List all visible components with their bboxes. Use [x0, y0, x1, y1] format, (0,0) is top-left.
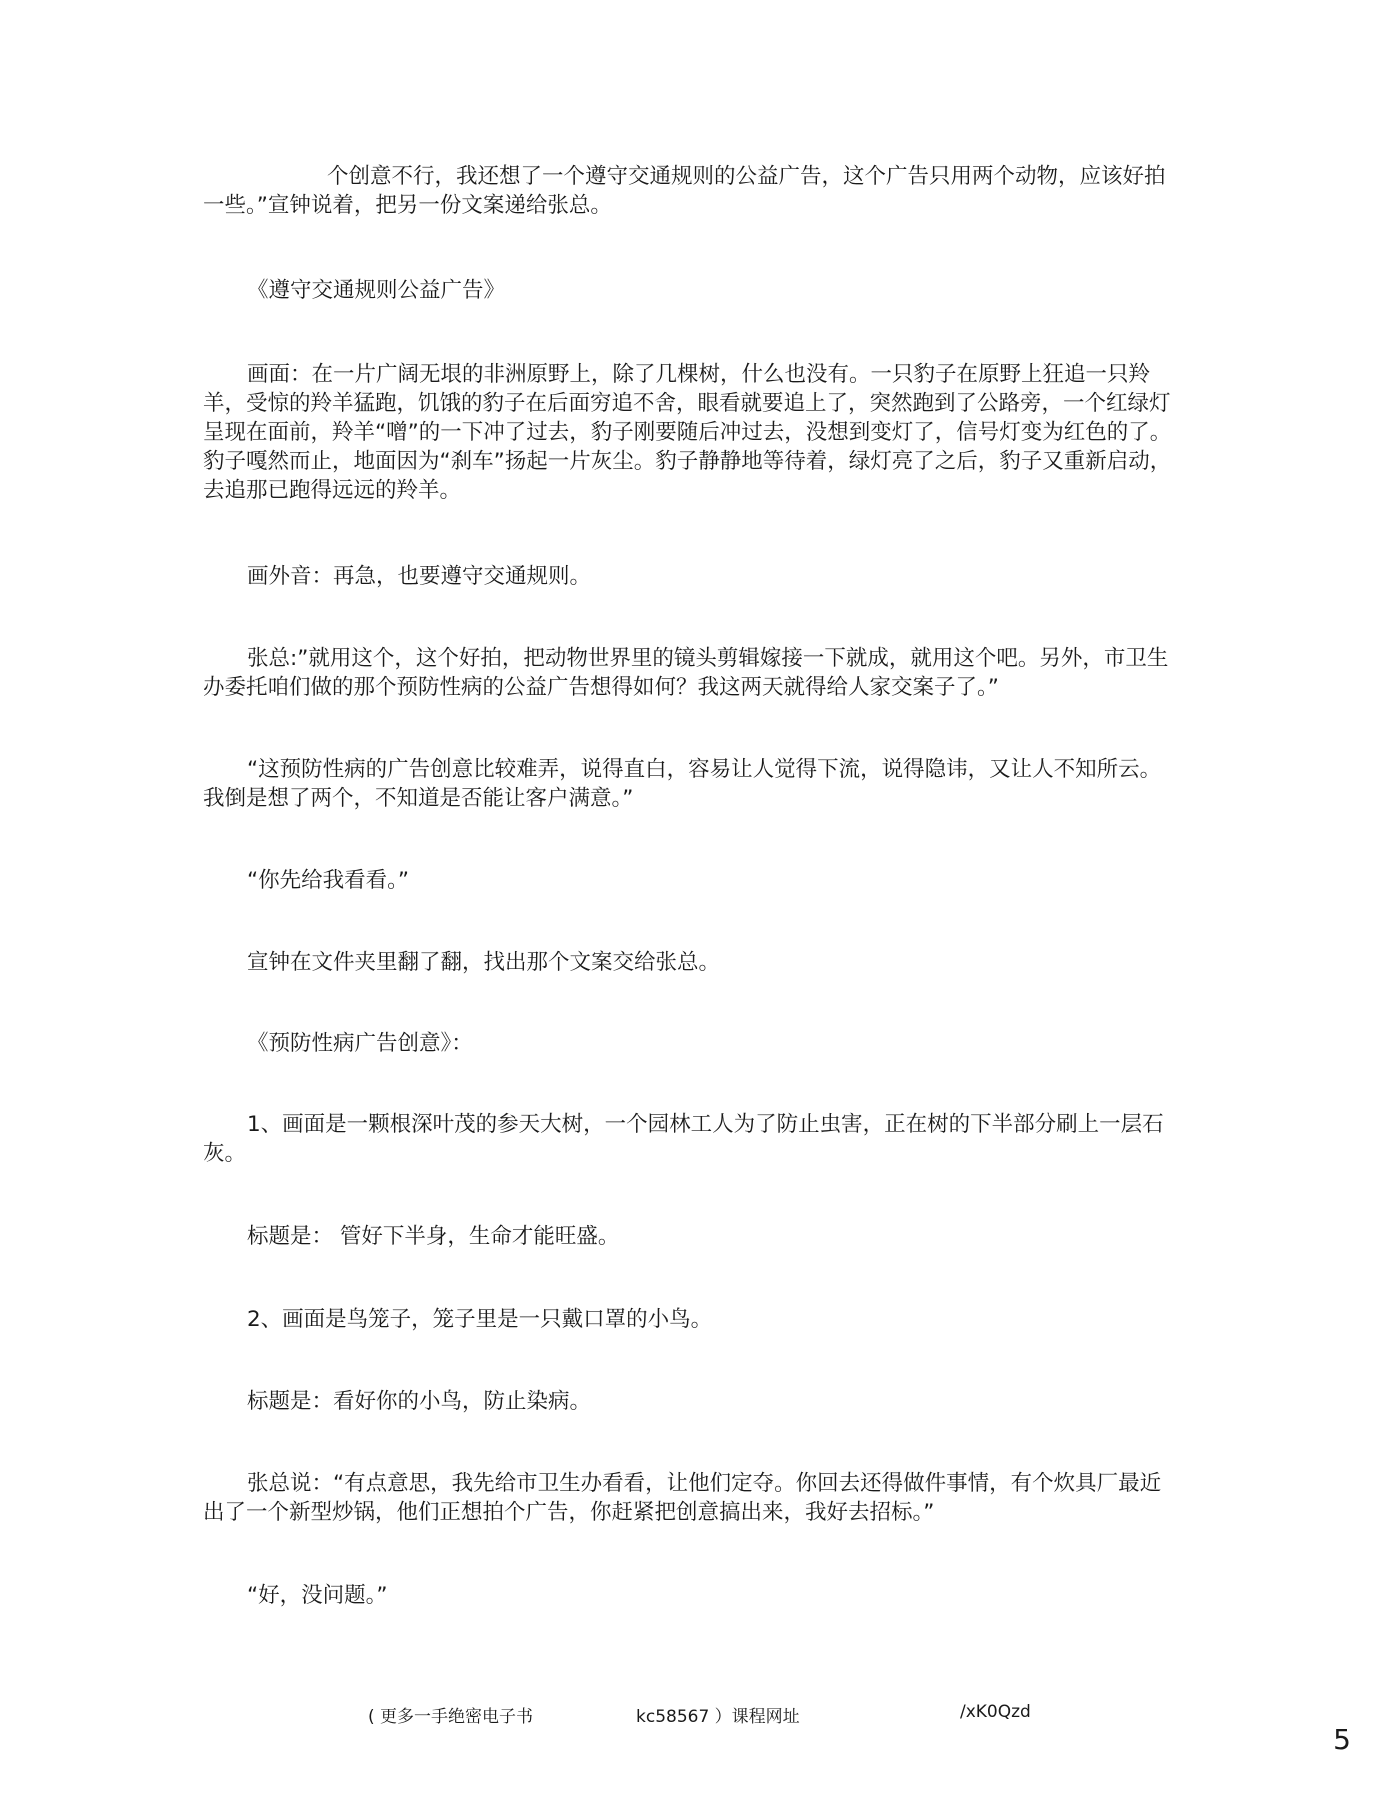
paragraph-10: 1、画面是一颗根深叶茂的参天大树，一个园林工人为了防止虫害，正在树的下半部分刷上一层石灰。	[203, 1112, 1164, 1166]
paragraph-8: 宣钟在文件夹里翻了翻，找出那个文案交给张总。	[247, 950, 721, 975]
paragraph-12: 2、画面是鸟笼子，笼子里是一只戴口罩的小鸟。	[247, 1307, 713, 1332]
paragraph-13: 标题是：看好你的小鸟，防止染病。	[247, 1389, 592, 1414]
paragraph-14: 张总说：“有点意思，我先给市卫生办看看，让他们定夺。你回去还得做件事情，有个炊具厂最近出了一个新型炒锅，他们正想拍个广告，你赶紧把创意搞出来，我好去招标。”	[203, 1471, 1162, 1525]
footer-right-text: /xK0Qzd	[960, 1702, 1031, 1722]
paragraph-5: 张总:”就用这个，这个好拍，把动物世界里的镜头剪辑嫁接一下就成，就用这个吧。另外，市卫生办委托咱们做的那个预防性病的公益广告想得如何？我这两天就得给人家交案子了。”	[203, 646, 1169, 700]
paragraph-6: “这预防性病的广告创意比较难弄，说得直白，容易让人觉得下流，说得隐讳，又让人不知所云。我倒是想了两个，不知道是否能让客户满意。”	[203, 757, 1162, 811]
page-footer	[0, 1702, 1391, 1732]
paragraph-2-title: 《遵守交通规则公益广告》	[247, 278, 506, 303]
paragraph-7: “你先给我看看。”	[247, 868, 410, 893]
paragraph-1: 个创意不行，我还想了一个遵守交通规则的公益广告，这个广告只用两个动物，应该好拍一些。”宣钟说着，把另一份文案递给张总。	[203, 164, 1166, 218]
paragraph-9-title: 《预防性病广告创意》：	[247, 1031, 473, 1056]
footer-middle-text: kc58567 ）课程网址	[636, 1707, 800, 1727]
paragraph-3: 画面：在一片广阔无垠的非洲原野上，除了几棵树，什么也没有。一只豹子在原野上狂追一只羚羊，受惊的羚羊猛跑，饥饿的豹子在后面穷追不舍，眼看就要追上了，突然跑到了公路旁，一个红绿灯呈现在面前，羚羊“噌”的一下冲了过去，豹子刚要随后冲过去，没想到变灯了，信号灯变为红色的了。豹子嘎然而止，地面因为“刹车”扬起一片灰尘。豹子静静地等待着，绿灯亮了之后，豹子又重新启动，去追那已跑得远远的羚羊。	[203, 362, 1172, 503]
footer-left-text: ( 更多一手绝密电子书	[368, 1707, 534, 1727]
page-number: 5	[1333, 1723, 1351, 1756]
paragraph-15: “好，没问题。”	[247, 1583, 388, 1608]
paragraph-11: 标题是： 管好下半身，生命才能旺盛。	[247, 1224, 620, 1249]
paragraph-4: 画外音：再急，也要遵守交通规则。	[247, 564, 592, 589]
